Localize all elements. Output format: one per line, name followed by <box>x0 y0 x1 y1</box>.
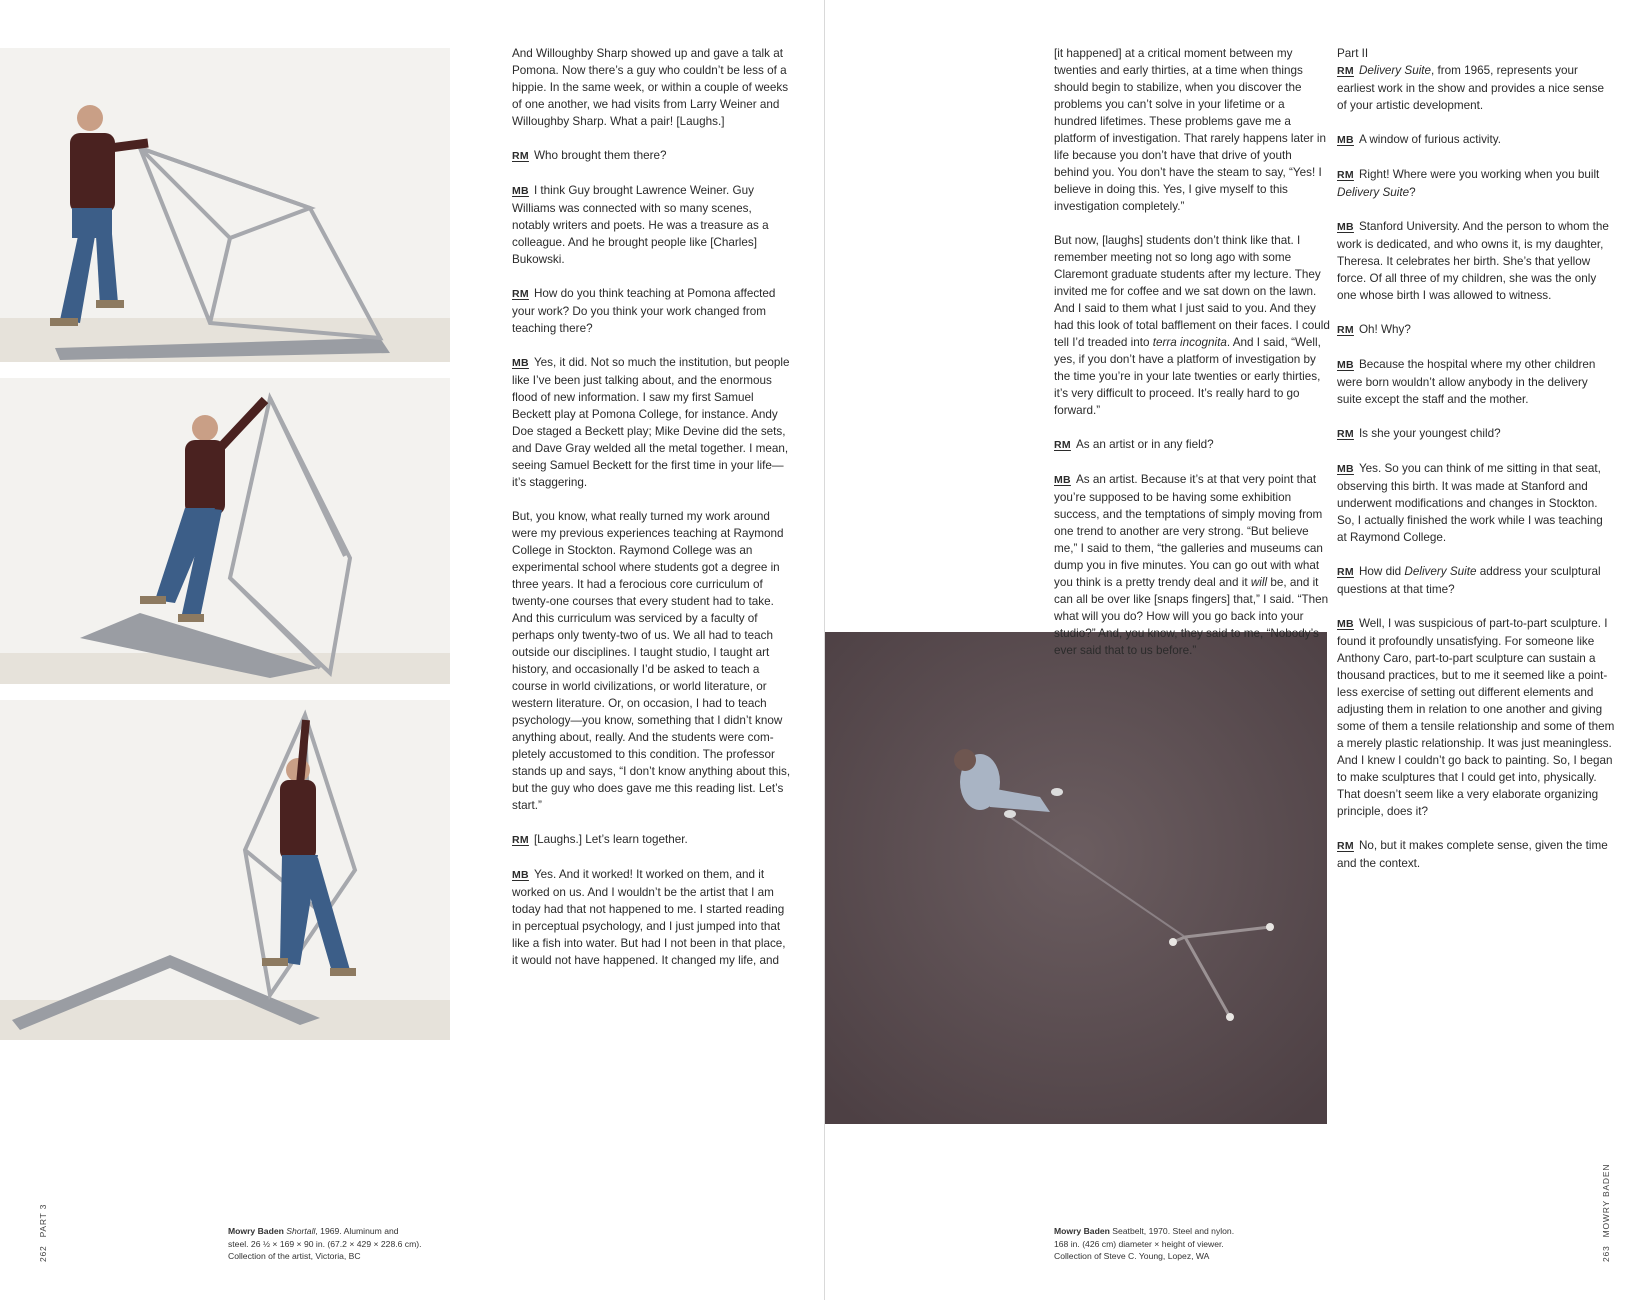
interview-paragraph: RM Right! Where were you working when you built Delivery Suite? <box>1337 168 1600 199</box>
running-head: PART 3 <box>38 1203 48 1238</box>
interview-paragraph: MB Stanford University. And the person to whom the work is dedicated, and who owns it, is my daughter, Theresa. It celebrates her birth. She’s that yellow force. Of all three of my children, she was the only one whose birth I was allowed to witness. <box>1337 220 1609 302</box>
interview-paragraph: RM How do you think teaching at Pomona affected your work? Do you think your work changed from teaching there? <box>512 287 776 335</box>
speaker-tag: MB <box>1337 618 1354 630</box>
interview-paragraph: RM Who brought them there? <box>512 149 667 162</box>
sculpture-photo-1 <box>0 48 450 362</box>
interview-paragraph: RM How did Delivery Suite address your sculptural questions at that time? <box>1337 565 1601 596</box>
section-heading: Part II <box>1337 47 1369 60</box>
seatbelt-photo <box>825 632 1327 1124</box>
interview-paragraph: MB Well, I was suspicious of part-to-part sculpture. I found it profoundly unsatisfying. For someone like Anthony Caro, part-to-part sculpture can sustain a thousand practices, but to me it seemed like a point-less exercise of setting out different elements and adjusting them in relation to one another and giving some of them a tensile relationship and some of them a merely plastic relationship. It was just meaningless. And I knew I couldn’t go back to painting. So, I began to make sculptures that I could get into, physically. That doesn’t seem like a very elaborate organizing principle, does it? <box>1337 617 1615 818</box>
interview-paragraph: RM Oh! Why? <box>1337 323 1411 336</box>
photo-caption-right: Mowry Baden Seatbelt, 1970. Steel and nylon. 168 in. (426 cm) diameter × height of viewer. Collection of Steve C. Young, Lopez, WA <box>1054 1226 1235 1261</box>
speaker-tag: MB <box>1337 221 1354 233</box>
speaker-tag: MB <box>512 357 529 369</box>
interview-paragraph: MB Yes. So you can think of me sitting in that seat, observing this birth. It was made at Stanford and underwent modifications and changes in Stockton. So, I actually finished the work while I was teaching at Raymond College. <box>1337 462 1603 544</box>
speaker-tag: MB <box>512 869 529 881</box>
speaker-tag: MB <box>1337 359 1354 371</box>
speaker-tag: RM <box>1337 566 1354 578</box>
interview-column-right <box>1337 45 1615 889</box>
speaker-tag: MB <box>512 185 529 197</box>
interview-paragraph: MB Because the hospital where my other children were born wouldn’t allow anybody in the delivery suite except the staff and the mother. <box>1337 358 1596 406</box>
interview-paragraph: But now, [laughs] students don’t think like that. I remember meeting not so long ago with some Claremont graduate students after my lecture. They invited me for coffee and we sat down on the lawn. And I said to them what I just said to you. And they had this look of total bafflement on their faces. I could tell I’d treaded into terra incognita. And I said, “Well, yes, if you don’t have a platform of investigation by the time you’re in your late twenties or early thirties, it’s very difficult to proceed. It’s really hard to go forward.” <box>1054 234 1330 417</box>
speaker-tag: RM <box>1337 169 1354 181</box>
interview-paragraph: RM Is she your youngest child? <box>1337 427 1501 440</box>
interview-paragraph: RM As an artist or in any field? <box>1054 438 1214 451</box>
interview-column-middle <box>1054 45 1330 676</box>
page-number: 263 <box>1601 1245 1611 1262</box>
interview-paragraph: MB I think Guy brought Lawrence Weiner. Guy Williams was connected with so many scenes, notably writers and poets. He was a treasure as a colleague. And he brought people like [Charles] Bukowski. <box>512 184 769 266</box>
speaker-tag: RM <box>1337 428 1354 440</box>
interview-paragraph: RM [Laughs.] Let’s learn together. <box>512 833 688 846</box>
photo-caption-left: Mowry Baden Shortall, 1969. Aluminum and steel. 26 ½ × 169 × 90 in. (67.2 × 429 × 228.6 cm). Collection of the artist, Victoria, BC <box>228 1226 422 1261</box>
interview-paragraph: RM Delivery Suite, from 1965, represents your earliest work in the show and provides a nice sense of your artistic development. <box>1337 64 1605 112</box>
interview-paragraph: MB Yes. And it worked! It worked on them, and it worked on us. And I wouldn’t be the artist that I am today had that not happened to me. I started reading in perceptual psychology, and I just jumped into that like a fish into water. But had I not been in that place, it would not have happened. It changed my life, and <box>512 868 786 967</box>
interview-paragraph: But, you know, what really turned my work around were my previous experiences teaching at Raymond College in Stockton. Raymond College was an experimental school where students got a degree in three years. It had a ferocious core curriculum of twenty-one courses that every student had to take. And this curriculum was serviced by a faculty of perhaps only twenty-two of us. We all had to teach outside our disciplines. I taught studio, I taught art history, and occasionally I’d be asked to teach a course in world civilizations, or world literature, or western literature. Or, on occasion, I had to teach psychology—you know, something that I didn’t know anything about, really. And the students were com-pletely accustomed to this condition. The professor stands up and says, “I don’t know anything about this, but the guy who does gave me this reading list. Let’s start.” <box>512 510 791 812</box>
interview-paragraph: [it happened] at a critical moment between my twenties and early thirties, at a time when things should begin to stabilize, when you discover the problems you can’t solve in your lifetime or a hundred lifetimes. These problems gave me a platform of investigation. That rarely happens later in life because you don’t have that drive of youth behind you. You don’t have the steam to say, “Yes! I believe in doing this. Yes, I give myself to this investigation completely.” <box>1054 47 1326 213</box>
interview-paragraph: MB A window of furious activity. <box>1337 133 1501 146</box>
speaker-tag: RM <box>512 288 529 300</box>
interview-paragraph: MB Yes, it did. Not so much the institution, but people like I’ve been just talking about, and the enormous flood of new information. I saw my first Samuel Beckett play at Pomona College, for instance. Andy Doe staged a Beckett play; Mike Devine did the sets, and Dave Gray welded all the metal together. I mean, seeing Samuel Beckett for the first time in your life—it’s staggering. <box>512 356 790 489</box>
interview-paragraph: RM No, but it makes complete sense, given the time and the context. <box>1337 839 1608 870</box>
interview-column-left <box>512 45 792 986</box>
speaker-tag: RM <box>1337 840 1354 852</box>
speaker-tag: RM <box>1054 439 1071 451</box>
folio-left <box>38 1196 48 1262</box>
speaker-tag: RM <box>512 150 529 162</box>
interview-paragraph: MB As an artist. Because it’s at that very point that you’re supposed to be having some exhibition success, and the temptations of simply moving from one trend to another are very strong. “But believe me,” I said to them, “the galleries and museums can dump you in five minutes. You can go out with what you think is a pretty trendy deal and it will be, and it can all be over like [snaps fingers] that,” I said. “Then what will you do? How will you go back into your studio?” And, you know, they said to me, “Nobody’s ever said that to us before.” <box>1054 473 1329 657</box>
speaker-tag: MB <box>1337 463 1354 475</box>
folio-right <box>1601 1156 1611 1262</box>
running-head: MOWRY BADEN <box>1601 1163 1611 1238</box>
sculpture-photo-2 <box>0 378 450 684</box>
speaker-tag: MB <box>1054 474 1071 486</box>
interview-paragraph: And Willoughby Sharp showed up and gave a talk at Pomona. Now there’s a guy who couldn’t be less of a hippie. In the same week, or within a couple of weeks of one another, we had visits from Larry Weiner and Willoughby Sharp. What a pair! [Laughs.] <box>512 47 789 128</box>
speaker-tag: RM <box>1337 324 1354 336</box>
speaker-tag: RM <box>512 834 529 846</box>
sculpture-photo-3 <box>0 700 450 1040</box>
speaker-tag: RM <box>1337 65 1354 77</box>
speaker-tag: MB <box>1337 134 1354 146</box>
page-number: 262 <box>38 1245 48 1262</box>
